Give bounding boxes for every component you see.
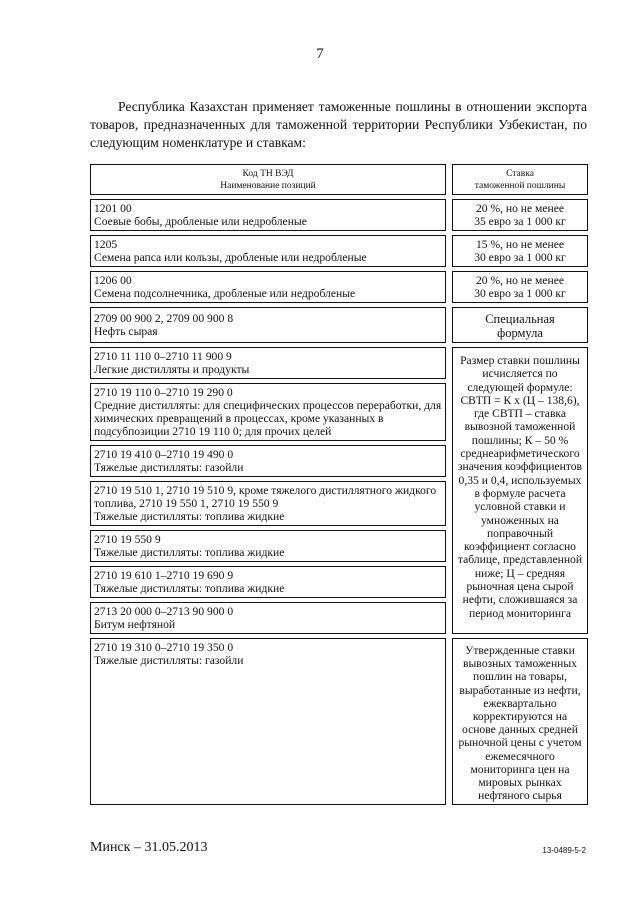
header-code-label: Код ТН ВЭД [242,169,294,179]
tariff-table [90,160,588,809]
item-code: 1205 [94,238,118,251]
table-row [90,307,588,343]
item-name: Соевые бобы, дробленые или недробленые [94,215,307,228]
header-left [90,164,446,195]
item-name: Битум нефтяной [94,618,176,631]
intro-paragraph: Республика Казахстан применяет таможенные пошлины в отношении экспорта товаров, предназначенных для таможенной территории Республики Узбекистан, по следующим номенклатуре и ставкам: [90,99,587,150]
item-cell [90,638,446,805]
rate-line-1: 20 %, но не менее [475,274,565,287]
rate-line-1: Специальная [485,312,555,326]
item-cell [90,199,446,231]
table-header-row [90,164,588,195]
item-code: 2713 20 000 0–2713 90 900 0 [94,605,234,618]
item-cell [90,481,446,526]
item-code: 2710 19 510 1, 2710 19 510 9, кроме тяжелого дистиллятного жидкого топлива, 2710 19 550 1, 2710 19 550 9 [94,484,437,510]
item-code: 1201 00 [94,202,132,215]
item-code: 2710 11 110 0–2710 11 900 9 [94,350,232,363]
adjusted-rate-cell [452,638,588,805]
table-row [90,235,588,267]
item-name: Семена подсолнечника, дробленые или недробленые [94,287,356,300]
item-name: Тяжелые дистилляты: газойли [94,461,244,474]
rate-cell [452,307,588,343]
rate-line-2: 30 евро за 1 000 кг [474,287,566,300]
rate-cell [452,271,588,303]
item-name: Легкие дистилляты и продукты [94,363,250,376]
item-code: 2709 00 900 2, 2709 00 900 8 [94,312,234,325]
table-row [90,638,588,805]
item-code: 2710 19 310 0–2710 19 350 0 [94,641,234,654]
item-code: 1206 00 [94,274,132,287]
rate-line-1: 15 %, но не менее [475,238,565,251]
item-name: Средние дистилляты: для специфических процессов переработки, для химических превращений в процессах, кроме указанных в подсубпозиции 2710 19 110 0; для прочих целей [94,399,442,438]
item-cell [90,235,446,267]
item-cell [90,445,446,477]
item-name: Тяжелые дистилляты: газойли [94,654,244,667]
item-name: Нефть сырая [94,325,158,338]
item-cell [90,307,446,343]
table-row [90,199,588,231]
rate-line-2: 35 евро за 1 000 кг [474,215,566,228]
rate-line-2: 30 евро за 1 000 кг [474,251,566,264]
item-name: Тяжелые дистилляты: топлива жидкие [94,510,285,523]
formula-rate-text: Размер ставки пошлины исчисляется по следующей формуле: СВТП = К х (Ц – 138,6), где СВТП – ставка вывозной таможенной пошлины; К – 50 % среднеарифметического значения коэффициентов 0,35 и 0,4, используемых в формуле расчета условной ставки и умноженных на поправочный коэффициент согласно таблице, представленной ниже; Ц – средняя рыночная цена сырой нефти, сложившаяся за период мониторинга [457,354,583,620]
header-name-label: Наименование позиций [220,181,316,191]
item-code: 2710 19 110 0–2710 19 290 0 [94,386,233,399]
item-cell [90,347,446,379]
item-code: 2710 19 550 9 [94,533,161,546]
formula-rate-cell [452,347,588,634]
header-rate-label: Ставка [506,169,534,179]
rate-line-2: формула [497,326,543,340]
rate-cell [452,235,588,267]
table-row [90,271,588,303]
header-rate-sublabel: таможенной пошлины [474,181,566,191]
item-code: 2710 19 610 1–2710 19 690 9 [94,569,234,582]
adjusted-rate-text: Утвержденные ставки вывозных таможенных пошлин на товары, выработанные из нефти, ежеквартально корректируются на основе данных средней рыночной цены с учетом ежемесячного мониторинга цен на мировых рынках нефтяного сырья [458,644,582,803]
table-row [90,347,588,379]
item-cell [90,566,446,598]
item-cell [90,530,446,562]
item-name: Тяжелые дистилляты: топлива жидкие [94,546,285,559]
item-cell [90,271,446,303]
item-cell [90,383,446,441]
rate-cell [452,199,588,231]
header-right [452,164,588,195]
item-name: Семена рапса или кользы, дробленые или недробленые [94,251,367,264]
item-code: 2710 19 410 0–2710 19 490 0 [94,448,234,461]
rate-line-1: 20 %, но не менее [475,202,565,215]
footer-document-code: 13-0489-5-2 [542,846,586,855]
footer-place-date: Минск – 31.05.2013 [90,840,208,855]
page-number: 7 [316,46,324,62]
item-cell [90,602,446,634]
item-name: Тяжелые дистилляты: топлива жидкие [94,582,285,595]
